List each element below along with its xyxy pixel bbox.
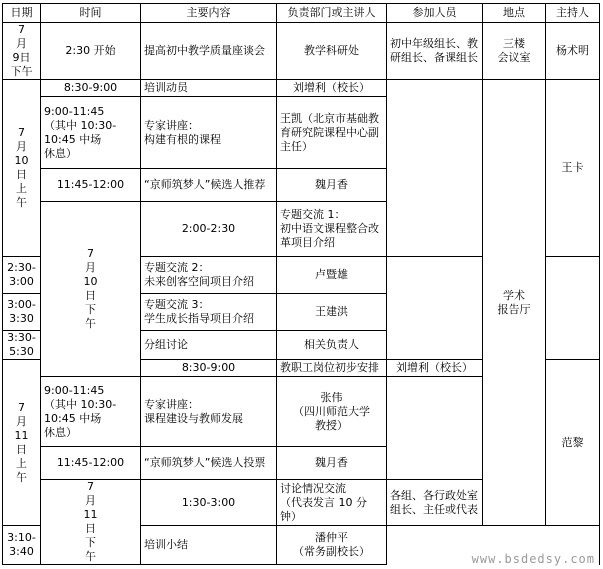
speaker-cell: 教学科研处 [277,23,387,80]
table-row [3,80,600,97]
content-cell: 提高初中教学质量座谈会 [141,23,277,80]
time-cell: 8:30-9:00 [41,80,141,97]
time-cell: 8:30-9:00 [141,360,277,377]
header-row [3,4,600,23]
schedule-table [2,3,600,565]
speaker-cell: 王凯（北京市基础教育研究院课程中心副主任） [277,97,387,169]
time-cell: 3:00-3:30 [3,294,41,331]
content-cell: 讨论情况交流 （代表发言 10 分钟） [277,480,387,526]
content-cell: 培训动员 [141,80,277,97]
time-cell: 1:30-3:00 [141,480,277,526]
header-host: 主持人 [546,4,600,23]
speaker-cell: 张伟 （四川师范大学 教授） [277,377,387,447]
speaker-cell: 刘增利（校长） [387,360,483,377]
content-cell: “京师筑梦人”候选人推荐 [141,169,277,202]
content-cell: 教职工岗位初步安排 [277,360,387,377]
content-cell: “京师筑梦人”候选人投票 [141,447,277,480]
content-cell: 专题交流 3： 学生成长指导项目介绍 [141,294,277,331]
header-participants: 参加人员 [387,4,483,23]
time-cell: 2:30-3:00 [3,257,41,294]
speaker-cell: 魏月香 [277,447,387,480]
date-cell: 7 月 10 日 上 午 [3,80,41,257]
time-cell: 2:00-2:30 [141,202,277,257]
time-cell: 11:45-12:00 [41,169,141,202]
speaker-cell: 刘增利（校长） [277,80,387,97]
content-cell: 专题交流 1： 初中语文课程整合改革项目介绍 [277,202,387,257]
participants-cell: 初中年级组长、教研组长、备课组长 [387,23,483,80]
content-cell: 专题交流 2： 未来创客空间项目介绍 [141,257,277,294]
watermark: www.bsdedsy.com [471,552,595,566]
time-cell: 9:00-11:45 （其中 10:30- 10:45 中场 休息） [41,97,141,169]
time-cell: 3:10-3:40 [3,526,41,565]
header-speaker: 负责部门或主讲人 [277,4,387,23]
time-cell: 2:30 开始 [41,23,141,80]
header-location: 地点 [483,4,546,23]
speaker-cell: 魏月香 [277,169,387,202]
content-cell: 专家讲座： 课程建设与教师发展 [141,377,277,447]
table-row [3,23,600,80]
time-cell: 9:00-11:45 （其中 10:30- 10:45 中场 休息） [41,377,141,447]
date-cell: 7 月 9日 下午 [3,23,41,80]
time-cell: 11:45-12:00 [41,447,141,480]
header-content: 主要内容 [141,4,277,23]
speaker-cell: 相关负责人 [277,331,387,360]
location-cell: 三楼 会议室 [483,23,546,80]
speaker-cell: 王建洪 [277,294,387,331]
speaker-cell: 卢暨雄 [277,257,387,294]
content-cell: 专家讲座： 构建有根的课程 [141,97,277,169]
header-time: 时间 [41,4,141,23]
content-cell: 分组讨论 [141,331,277,360]
date-cell: 7 月 11 日 下 午 [41,480,141,565]
host-cell: 范黎 [546,360,600,526]
content-cell: 培训小结 [141,526,277,565]
participants-blank-cell [387,80,483,257]
time-cell: 3:30-5:30 [3,331,41,360]
speaker-cell: 潘仲平 （常务副校长） [277,526,387,565]
location-cell: 学术 报告厅 [483,80,546,526]
header-date: 日期 [3,4,41,23]
host-cell: 王卡 [546,80,600,257]
date-cell: 7 月 10 日 下 午 [41,202,141,377]
speaker-cell: 各组、各行政处室组长、主任或代表 [387,480,483,526]
host-cell: 杨术明 [546,23,600,80]
date-cell: 7 月 11 日 上 午 [3,360,41,526]
